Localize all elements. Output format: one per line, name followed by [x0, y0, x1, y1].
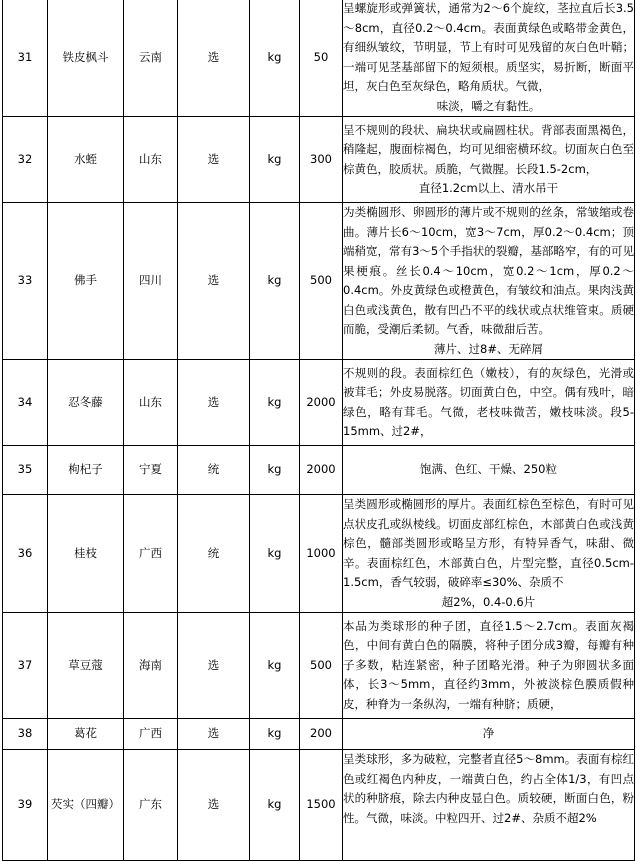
- origin: 广东: [124, 750, 178, 861]
- herb-name: 忍冬藤: [48, 360, 124, 446]
- herb-name: 佛手: [48, 203, 124, 360]
- description-text: 呈类球形，多为破粒，完整者直径5～8mm。表面有棕红色或红褐色内种皮，一端黄白色，约占全体1/3，有凹点状的种脐痕，除去内种皮显白色。质较硬，断面白色，粉性。气微，味淡。中粒四开、过2#、杂质不超2%: [343, 752, 634, 825]
- quantity: 500: [300, 203, 343, 360]
- table-row: [3, 446, 635, 495]
- grade: 选: [178, 0, 250, 117]
- description-text: 呈螺旋形或弹簧状，通常为2～6个旋纹，茎拉直后长3.5～8cm，直径0.2～0.4cm。表面黄绿色或略带金黄色，有细纵皱纹，节明显，节上有时可见残留的灰白色叶鞘；一端可见茎基部留下的短须根。质坚实，易折断，断面平坦，灰白色至灰绿色，略角质状。气微，: [343, 1, 634, 93]
- description-text: 为类椭圆形、卵圆形的薄片或不规则的丝条，常皱缩或卷曲。薄片长6～10cm，宽3～7cm，厚0.2～0.4cm；顶端稍宽，常有3～5个手指状的裂瓣，基部略窄，有的可见果梗痕。丝长0.4～10cm，宽0.2～1cm，厚0.2～0.4cm。外皮黄绿色或橙黄色，有皱纹和油点。果肉浅黄白色或浅黄色，散有凹凸不平的线状或点状维管束。质硬而脆，受潮后柔韧。气香，味微甜后苦。: [343, 205, 634, 336]
- table-row: [3, 495, 635, 613]
- table-row: [3, 360, 635, 446]
- origin: 广西: [124, 495, 178, 613]
- unit: kg: [250, 117, 300, 203]
- row-number: 31: [3, 0, 48, 117]
- description: [343, 446, 635, 495]
- table-row: [3, 0, 635, 117]
- unit: kg: [250, 360, 300, 446]
- description: [343, 0, 635, 117]
- description: [343, 613, 635, 719]
- description: [343, 495, 635, 613]
- quantity: 1000: [300, 495, 343, 613]
- description-tail: 直径1.2cm以上、清水吊干: [418, 181, 559, 195]
- origin: 山东: [124, 360, 178, 446]
- origin: 广西: [124, 719, 178, 750]
- row-number: 33: [3, 203, 48, 360]
- quantity: 50: [300, 0, 343, 117]
- herb-name: 草豆蔻: [48, 613, 124, 719]
- description-text: 饱满、色红、干燥、250粒: [420, 462, 557, 477]
- description: [343, 719, 635, 750]
- row-number: 34: [3, 360, 48, 446]
- grade: 选: [178, 203, 250, 360]
- description-text: 净: [482, 726, 495, 741]
- origin: 山东: [124, 117, 178, 203]
- herb-name: 枸杞子: [48, 446, 124, 495]
- description-text: 呈类圆形或椭圆形的厚片。表面红棕色至棕色，有时可见点状皮孔或纵棱线。切面皮部红棕色，木部黄白色或浅黄棕色，髓部类圆形或略呈方形，有特异香气，味甜、微辛。表面棕红色，木部黄白色，片型完整，直径0.5cm-1.5cm，香气较弱，破碎率≤30%、杂质不: [343, 497, 634, 589]
- row-number: 39: [3, 750, 48, 861]
- description: [343, 117, 635, 203]
- description: [343, 750, 635, 861]
- grade: 选: [178, 360, 250, 446]
- quantity: 500: [300, 613, 343, 719]
- grade: 选: [178, 117, 250, 203]
- origin: 海南: [124, 613, 178, 719]
- unit: kg: [250, 750, 300, 861]
- herb-name: 铁皮枫斗: [48, 0, 124, 117]
- spec-table: [2, 0, 635, 861]
- description-text: 不规则的段。表面棕红色（嫩枝），有的灰绿色，光滑或被茸毛；外皮易脱落。切面黄白色，中空。偶有残叶，暗绿色，略有茸毛。气微，老枝味微苦，嫩枝味淡。段5-15mm、过2#，: [343, 365, 634, 438]
- description-text: 呈不规则的段状、扁块状或扁圆柱状。背部表面黑褐色，稍隆起，腹面棕褐色，均可见细密横环纹。切面灰白色至棕黄色，胶质状。质脆，气微腥。长段1.5-2cm，: [343, 122, 634, 176]
- description-text: 本品为类球形的种子团，直径1.5～2.7cm。表面灰褐色，中间有黄白色的隔膜，将种子团分成3瓣，每瓣有种子多数，粘连紧密，种子团略光滑。种子为卵圆状多面体，长3～5mm，直径约3mm，外被淡棕色膜质假种皮，种脊为一条纵沟，一端有种脐；质硬，: [343, 618, 634, 711]
- table-row: [3, 613, 635, 719]
- herb-name: 芡实（四瓣）: [48, 750, 124, 861]
- herb-name: 桂枝: [48, 495, 124, 613]
- unit: kg: [250, 203, 300, 360]
- description: [343, 360, 635, 446]
- quantity: 2000: [300, 446, 343, 495]
- row-number: 37: [3, 613, 48, 719]
- row-number: 35: [3, 446, 48, 495]
- unit: kg: [250, 0, 300, 117]
- table-row: [3, 203, 635, 360]
- origin: 四川: [124, 203, 178, 360]
- table-row: [3, 719, 635, 750]
- quantity: 1500: [300, 750, 343, 861]
- origin: 宁夏: [124, 446, 178, 495]
- description: [343, 203, 635, 360]
- grade: 统: [178, 446, 250, 495]
- origin: 云南: [124, 0, 178, 117]
- table-row: [3, 750, 635, 861]
- grade: 选: [178, 719, 250, 750]
- row-number: 38: [3, 719, 48, 750]
- unit: kg: [250, 719, 300, 750]
- unit: kg: [250, 495, 300, 613]
- quantity: 300: [300, 117, 343, 203]
- description-tail: 超2%，0.4-0.6片: [441, 594, 536, 609]
- grade: 选: [178, 750, 250, 861]
- row-number: 32: [3, 117, 48, 203]
- quantity: 200: [300, 719, 343, 750]
- description-tail: 味淡，嚼之有黏性。: [436, 98, 541, 113]
- herb-name: 水蛭: [48, 117, 124, 203]
- quantity: 2000: [300, 360, 343, 446]
- unit: kg: [250, 446, 300, 495]
- row-number: 36: [3, 495, 48, 613]
- description-tail: 薄片、过8#、无碎屑: [434, 341, 543, 356]
- grade: 选: [178, 613, 250, 719]
- grade: 统: [178, 495, 250, 613]
- table-row: [3, 117, 635, 203]
- unit: kg: [250, 613, 300, 719]
- herb-name: 葛花: [48, 719, 124, 750]
